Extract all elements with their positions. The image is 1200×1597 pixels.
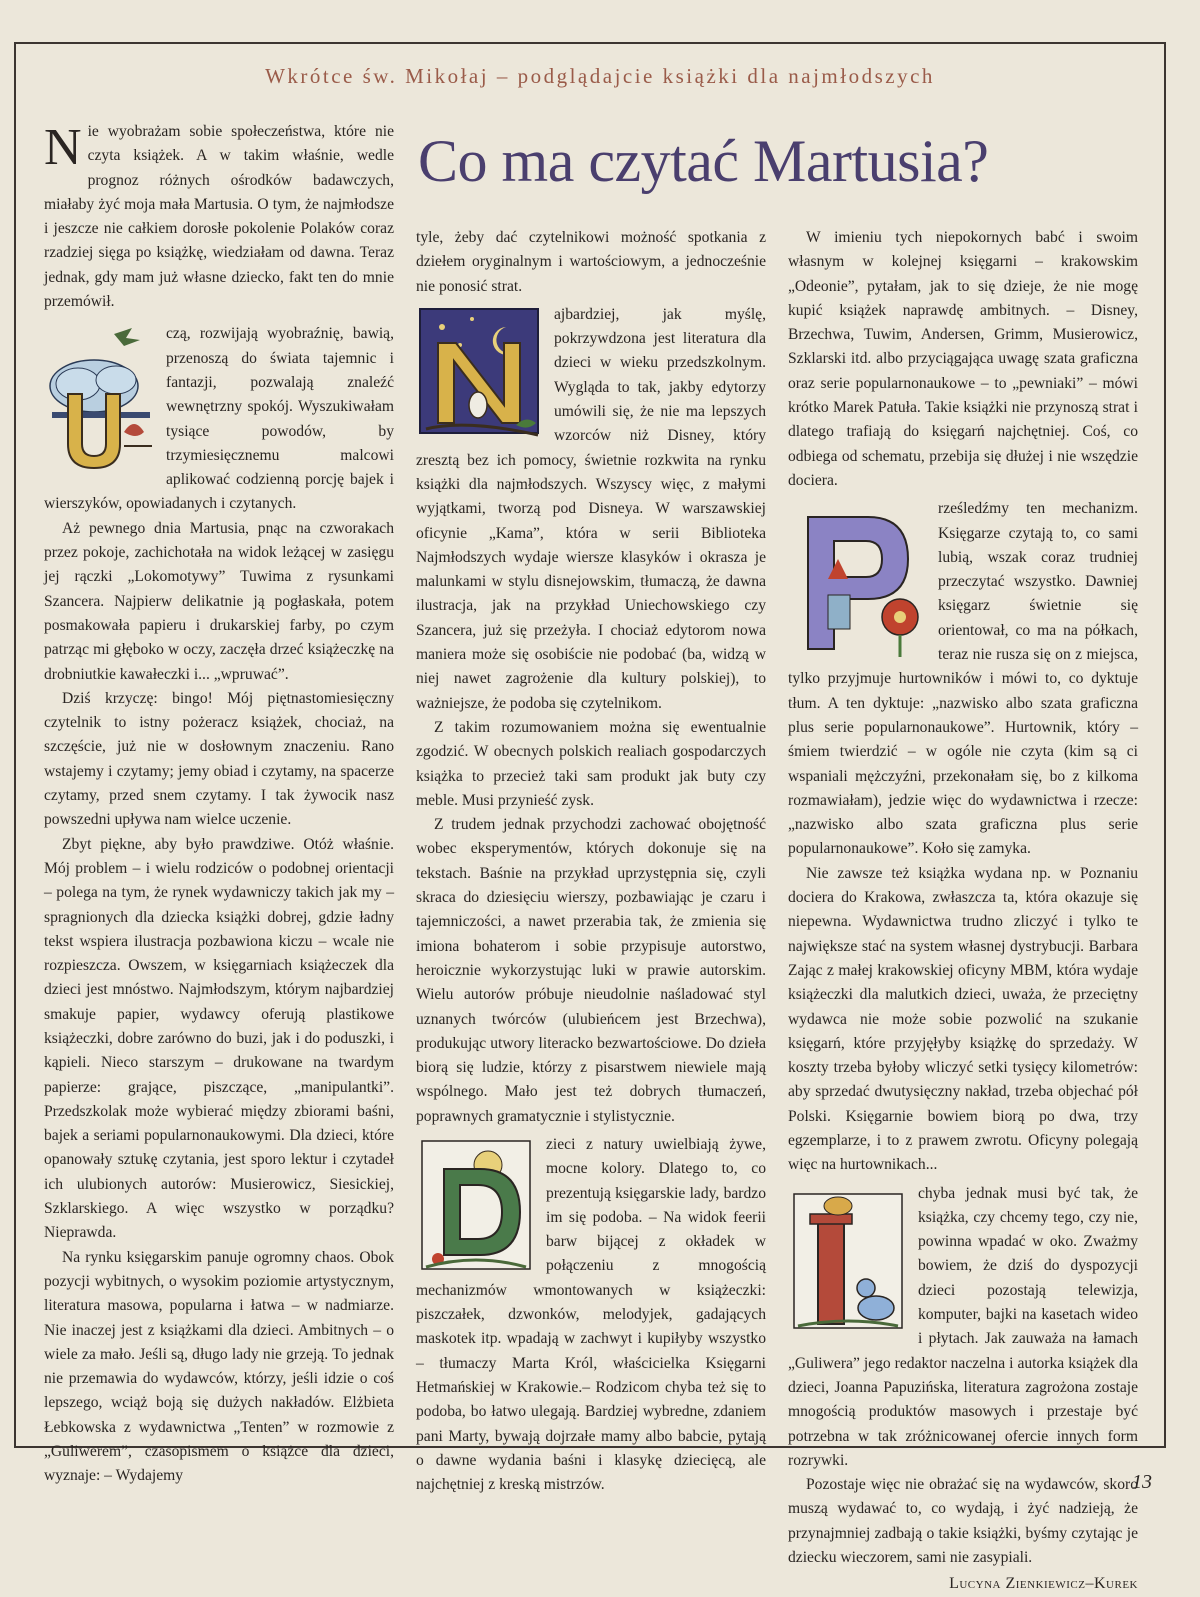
dropcap-p-illustration xyxy=(788,499,928,659)
paragraph xyxy=(44,322,394,516)
paragraph: Nie zawsze też książka wydana np. w Poznaniu dociera do Krakowa, zwłaszcza ta, która okazuje się niepewna. Wydawnictwa trudno zliczyć i tylko te największe stać na system własnej dystrybucji. Barbara Zając z małej krakowskiej oficyny MBM, która wydaje książeczki dla malutkich dzieci, uważa, że przeciętny wydawca nie może sobie pozwolić na szukanie księgarń, które przyjęłyby książkę do sprzedaży. W koszty trzeba byłoby wliczyć setki tysięcy kilometrów: aby sprzedać dwutysięczny nakład, trzeba objechać pół Polski. Księgarnie bowiem biorą po dwa, trzy egzemplarze, i to z prawem zwrotu. Oficyny polegają więc na hurtownikach... xyxy=(788,864,1138,1174)
paragraph: Z takim rozumowaniem można się ewentualnie zgodzić. W obecnych polskich realiach gospodarczych książka to przecież taki sam produkt jak buty czy meble. Musi przynieść zysk. xyxy=(416,718,766,809)
paragraph: Pozostaje więc nie obrażać się na wydawców, skoro muszą wydawać to, co wydają, i żyć nadzieją, że przynajmniej zadbają o takie książki, byśmy czytając je dziecku wieczorem, sami nie zasypiali. xyxy=(788,1476,1138,1567)
paragraph xyxy=(416,1133,766,1497)
paragraph xyxy=(788,1182,1138,1474)
column-1 xyxy=(44,120,394,1489)
dropcap-d-illustration xyxy=(416,1135,536,1275)
paragraph-text: czą, rozwijają wyobraźnię, bawią, przenoszą do świata tajemnic i fantazji, pozwalają znaleźć wewnętrzny spokój. Wyszukiwałam tysiące powodów, by trzymiesięcznemu malcowi aplikować codzienną porcję bajek i wierszyków, opowiadanych i czytanych. xyxy=(44,325,394,513)
paragraph-text: rześledźmy ten mechanizm. Księgarze czytają to, co sami lubią, wszak coraz trudniej przeczytać wszystko. Dawniej księgarz świetnie się orientował, co ma na półkach, teraz nie rusza się on z miejsca, tylko przyjmuje hurtowników i mówi to, co dyktuje tłum. A ten dyktuje: „nazwisko albo szata graficzna plus serie popularnonaukowe”. Hurtownik, który – śmiem twierdzić – w ogóle nie czyta (kim są ci wspaniali mężczyźni, przekonałam się, bo z kilkoma rozmawiałam), jedzie więc do wydawnictwa i rzecze: „nazwisko albo szata graficzna plus serie popularnonaukowe”. Koło się zamyka. xyxy=(788,500,1138,858)
paragraph xyxy=(416,303,766,716)
paragraph: tyle, żeby dać czytelnikowi możność spotkania z dziełem oryginalnym i wartościowym, a jednocześnie nie ponosić strat. xyxy=(416,229,766,295)
paragraph: W imieniu tych niepokornych babć i swoim własnym w kolejnej księgarni – krakowskim „Odeonie”, pytałam, jak to się dzieje, że nie mogę kupić książek naprawdę ambitnych. – Disney, Brzechwa, Tuwim, Andersen, Grimm, Musierowicz, Szklarski itd. albo przyciągająca uwagę szata graficzna oraz serie popularnonaukowe – to „pewniaki” – mówi krótko Marek Patuła. Takie książki nie przynoszą strat i dlatego trafiają do księgarń najchętniej. Coś, co odbiega od schematu, przebija się dłużej i nie wszędzie dociera. xyxy=(788,229,1138,489)
dropcap-n-illustration xyxy=(416,305,544,445)
paragraph: Zbyt piękne, aby było prawdziwe. Otóż właśnie. Mój problem – i wielu rodziców o podobnej orientacji – polega na tym, że rynek wydawniczy takich jak my – spragnionych dla dziecka książki dobrej, gdzie ładny tekst wspiera ilustracja pozbawiona kiczu – wcale nie rozpieszcza. Owszem, w księgarniach książeczek dla dzieci jest mnóstwo. Najmłodszym, którym najbardziej smakuje papier, wydawcy oferują plastikowe książeczki, dobre zarówno do buzi, jak i do poduszki, i kąpieli. Nieco starszym – drukowane na twardym papierze: grające, piszczące, „manipulantki”. Przedszkolak może wybierać między zbiorami baśni, bajek a seriami popularnonaukowymi. Dla dzieci, które opanowały sztukę czytania, jest sporo lektur i czytadeł ich ulubionych autorów: Musierowicz, Siesickiej, Szklarskiego. A więc wszystko w porządku? Nieprawda. xyxy=(44,835,394,1242)
paragraph-text: chyba jednak musi być tak, że książka, czy chcemy tego, czy nie, powinna wpadać w oko. Zważmy bowiem, że dziś do dyspozycji dzieci pozostają telewizja, komputer, bajki na kasetach wideo i płytach. Jak zauważa na łamach „Guliwera” jego redaktor naczelna i autorka książek dla dzieci, Joanna Papuzińska, literatura zagrożona zostaje mnogością produktów masowych i przestaje być potrzebna w tak zróżnicowanej ofercie innych form rozrywki. xyxy=(788,1184,1138,1469)
dropcap-u-illustration xyxy=(44,324,156,472)
author-signature: Lucyna Zienkiewicz–Kurek xyxy=(949,1575,1138,1593)
dropcap-n: N xyxy=(44,119,82,176)
paragraph xyxy=(788,497,1138,861)
intro-paragraph xyxy=(44,120,394,314)
page-number: 13 xyxy=(1132,1471,1152,1493)
headline: Co ma czytać Martusia? xyxy=(418,128,989,194)
paragraph: Z trudem jednak przychodzi zachować obojętność wobec eksperymentów, których dokonuje się na tekstach. Baśnie na przykład uprzystępnia się, czyli skraca do dziesięciu wierszy, pozbawiając je czaru i tajemniczości, a nawet przerabia tak, że zmienia się imiona bohaterom i sobie przypisuje autorstwo, heroicznie wykorzystując luki w prawie autorskim. Wielu autorów próbuje nieudolnie naśladować styl uznanych twórców (ulubieńcem jest Brzechwa), produkując utwory literacko bezwartościowe. Do dzieła biorą się ludzie, którzy z pisarstwem niewiele mają wspólnego. Mało jest też dobrych tłumaczeń, poprawnych gramatycznie i stylistycznie. xyxy=(416,816,766,1125)
paragraph: Aż pewnego dnia Martusia, pnąc na czworakach przez pokoje, zachichotała na widok leżącej w zasięgu jej rączki „Lokomotywy” Tuwima z rysunkami Szancera. Najpierw delikatnie ją pogłaskała, potem posmakowała papieru i drukarskiej farby, po czym patrząc mi głęboko w oczy, zaczęła drzeć książeczkę na drobniutkie kawałeczki i... „wpruwać”. xyxy=(44,519,394,683)
paragraph-text: zieci z natury uwielbiają żywe, mocne kolory. Dlatego to, co prezentują księgarskie lady, bardzo im się podoba. – Na widok feerii barw bijącej z okładek w połączeniu z mnogością mechanizmów wmontowanych w książeczki: piszczałek, dzwonków, melodyjek, gadających maskotek itp. wpadają w zachwyt i kupiłyby wszystko – tłumaczy Marta Król, właścicielka Księgarni Hetmańskiej w Krakowie.– Rodzicom chyba też się to podoba, bo łatwo ulegają. Bardziej wybredne, zdaniem pani Marty, bywają dojrzałe mamy albo babcie, pytają o dawne wydania baśni i klasykę dziecięcą, ale najchętniej z kreską mistrzów. xyxy=(416,1135,766,1494)
paragraph: Dziś krzyczę: bingo! Mój piętnastomiesięczny czytelnik to istny pożeracz książek, chociaż, na szczęście, już nie w dosłownym znaczeniu. Rano wstajemy i czytamy; jemy obiad i czytamy, na spacerze czytamy, przed snem czytamy. I tak żywocik nasz powszedni upływa nam wielce uczenie. xyxy=(44,689,394,829)
column-2 xyxy=(416,226,766,1497)
paragraph: Na rynku księgarskim panuje ogromny chaos. Obok pozycji wybitnych, o wysokim poziomie artystycznym, literatura masowa, popularna i łatwa – w nadmiarze. Nie inaczej jest z książkami dla dzieci. Ambitnych – o wiele za mało. Jeśli są, długo lady nie grzeją. To jednak nie przemawia do wydawców, którzy, jeśli idzie o coś lepszego, wciąż boją się dużych nakładów. Elżbieta Łebkowska z wydawnictwa „Tenten” w rozmowie z „Guliwerem”, czasopismem o książce dla dzieci, wyznaje: – Wydajemy xyxy=(44,1248,394,1485)
intro-text: ie wyobrażam sobie społeczeństwa, które nie czyta książek. A w takim właśnie, wedle prognoz różnych ośrodków badawczych, miałaby żyć moja mała Martusia. O tym, że najmłodsze i jeszcze nie całkiem dorosłe pokolenie Polaków coraz rzadziej sięga po książkę, wiedziałam od dawna. Teraz jednak, gdy mam już własne dziecko, fakt ten do mnie przemówił. xyxy=(44,123,394,311)
paragraph-text: ajbardziej, jak myślę, pokrzywdzona jest literatura dla dzieci w wieku przedszkolnym. Wygląda to tak, jakby edytorzy umówili się, że nie ma lepszych wzorców niż Disney, który zresztą bez ich pomocy, świetnie rozkwita na rynku książki dla najmłodszych. Wszyscy więc, z małymi wyjątkami, tworzą pod Disneya. W warszawskiej oficynie „Kama”, która w serii Biblioteka Najmłodszych wydaje wiersze klasyków i okrasza je malunkami w stylu disnejowskim, tłumaczą, że dawna ilustracja, jak na przykład Uniechowskiego czy Szancera, już się przeżyła. I chociaż edytorom nowa maniera może się osobiście nie podobać (ba, widzą w niej nawet zagrożenie dla kultury polskiej), to ważniejsze, że podoba się czytelnikom. xyxy=(416,305,766,712)
dropcap-i-illustration xyxy=(788,1184,908,1334)
kicker: Wkrótce św. Mikołaj – podglądajcie książki dla najmłodszych xyxy=(265,64,935,88)
column-3 xyxy=(788,226,1138,1597)
